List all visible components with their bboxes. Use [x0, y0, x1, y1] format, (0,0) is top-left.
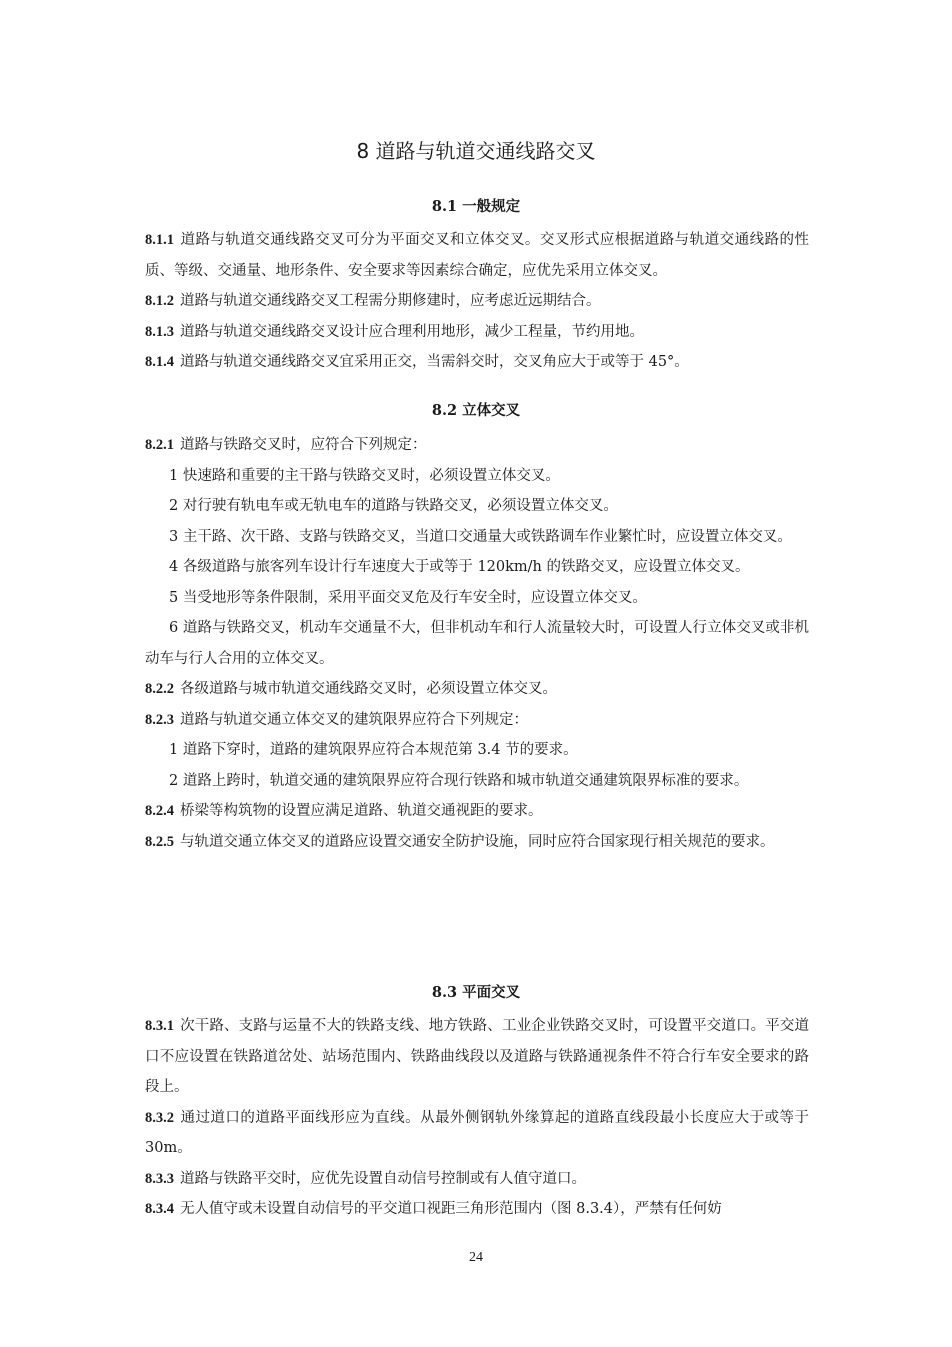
clause-text: 各级道路与城市轨道交通线路交叉时，必须设置立体交叉。	[180, 681, 557, 697]
list-item: 5 当受地形等条件限制，采用平面交叉危及行车安全时，应设置立体交叉。	[169, 589, 647, 606]
clause-text: 道路与轨道交通线路交叉设计应合理利用地形，减少工程量，节约用地。	[180, 323, 644, 340]
page-number: 24	[469, 1250, 483, 1265]
list-item: 2 道路上跨时，轨道交通的建筑限界应符合现行铁路和城市轨道交通建筑限界标准的要求。	[169, 772, 749, 789]
section-title-8-1: 8.1 一般规定	[431, 198, 521, 215]
clause-text: 与轨道交通立体交叉的道路应设置交通安全防护设施，同时应符合国家现行相关规范的要求。	[180, 833, 775, 850]
clause-8-3-1	[145, 1011, 809, 1103]
clause-text: 道路与轨道交通线路交叉工程需分期修建时，应考虑近远期结合。	[180, 293, 601, 309]
chapter-title: 8 道路与轨道交通线路交叉	[356, 139, 596, 163]
clause-8-2-3	[145, 705, 809, 736]
clause-number: 8.1.2	[145, 293, 174, 309]
clause-8-3-4	[145, 1194, 809, 1225]
clause-8-2-4	[145, 796, 809, 827]
clause-8-1-3	[145, 317, 809, 348]
clause-number: 8.1.3	[145, 323, 174, 340]
list-item: 6 道路与铁路交叉，机动车交通量不大，但非机动车和行人流量较大时，可设置人行立体交叉或非机动车与行人合用的立体交叉。	[145, 620, 809, 667]
section-8-1-body	[145, 225, 809, 378]
clause-text: 道路与轨道交通线路交叉可分为平面交叉和立体交叉。交叉形式应根据道路与轨道交通线路的性质、等级、交通量、地形条件、安全要求等因素综合确定，应优先采用立体交叉。	[145, 232, 809, 279]
list-item: 1 道路下穿时，道路的建筑限界应符合本规范第 3.4 节的要求。	[169, 742, 578, 758]
clause-number: 8.3.1	[145, 1018, 174, 1034]
clause-number: 8.2.4	[145, 803, 174, 819]
section-title-8-3: 8.3 平面交叉	[431, 984, 521, 1001]
clause-text: 桥梁等构筑物的设置应满足道路、轨道交通视距的要求。	[180, 803, 543, 819]
clause-text: 道路与铁路交叉时，应符合下列规定：	[180, 437, 427, 453]
clause-8-2-5	[145, 827, 809, 858]
section-8-2-body	[145, 430, 809, 857]
list-item: 2 对行驶有轨电车或无轨电车的道路与铁路交叉，必须设置立体交叉。	[169, 498, 618, 514]
clause-8-3-3	[145, 1164, 809, 1195]
clause-number: 8.3.2	[145, 1109, 174, 1126]
clause-text: 次干路、支路与运量不大的铁路支线、地方铁路、工业企业铁路交叉时，可设置平交道口。平交道口不应设置在铁路道岔处、站场范围内、铁路曲线段以及道路与铁路通视条件不符合行车安全要求的路段上。	[145, 1018, 809, 1095]
list-item: 3 主干路、次干路、支路与铁路交叉，当道口交通量大或铁路调车作业繁忙时，应设置立体交叉。	[169, 528, 792, 545]
clause-text: 通过道口的道路平面线形应为直线。从最外侧钢轨外缘算起的道路直线段最小长度应大于或等于 30m。	[145, 1109, 809, 1156]
clause-text: 道路与轨道交通立体交叉的建筑限界应符合下列规定：	[180, 711, 528, 728]
clause-8-3-2	[145, 1103, 809, 1164]
list-item: 1 快速路和重要的主干路与铁路交叉时，必须设置立体交叉。	[169, 467, 560, 484]
clause-text: 无人值守或未设置自动信号的平交道口视距三角形范围内（图 8.3.4），严禁有任何妨	[180, 1201, 722, 1217]
clause-text: 道路与轨道交通线路交叉宜采用正交，当需斜交时，交叉角应大于或等于 45°。	[180, 354, 689, 370]
clause-number: 8.3.3	[145, 1170, 174, 1187]
clause-8-2-1	[145, 430, 809, 461]
clause-8-1-2	[145, 286, 809, 317]
clause-number: 8.1.1	[145, 232, 174, 248]
clause-number: 8.2.5	[145, 833, 174, 850]
section-8-3-body	[145, 1011, 809, 1225]
clause-number: 8.2.1	[145, 437, 174, 453]
clause-text: 道路与铁路平交时，应优先设置自动信号控制或有人值守道口。	[180, 1170, 586, 1187]
section-title-8-2: 8.2 立体交叉	[431, 402, 521, 419]
list-item: 4 各级道路与旅客列车设计行车速度大于或等于 120km/h 的铁路交叉，应设置立体交叉。	[169, 559, 750, 575]
clause-8-1-1	[145, 225, 809, 286]
clause-number: 8.2.2	[145, 681, 174, 697]
clause-8-2-2	[145, 674, 809, 705]
clause-number: 8.3.4	[145, 1201, 174, 1217]
clause-number: 8.1.4	[145, 354, 174, 370]
clause-number: 8.2.3	[145, 711, 174, 728]
clause-8-1-4	[145, 347, 809, 378]
